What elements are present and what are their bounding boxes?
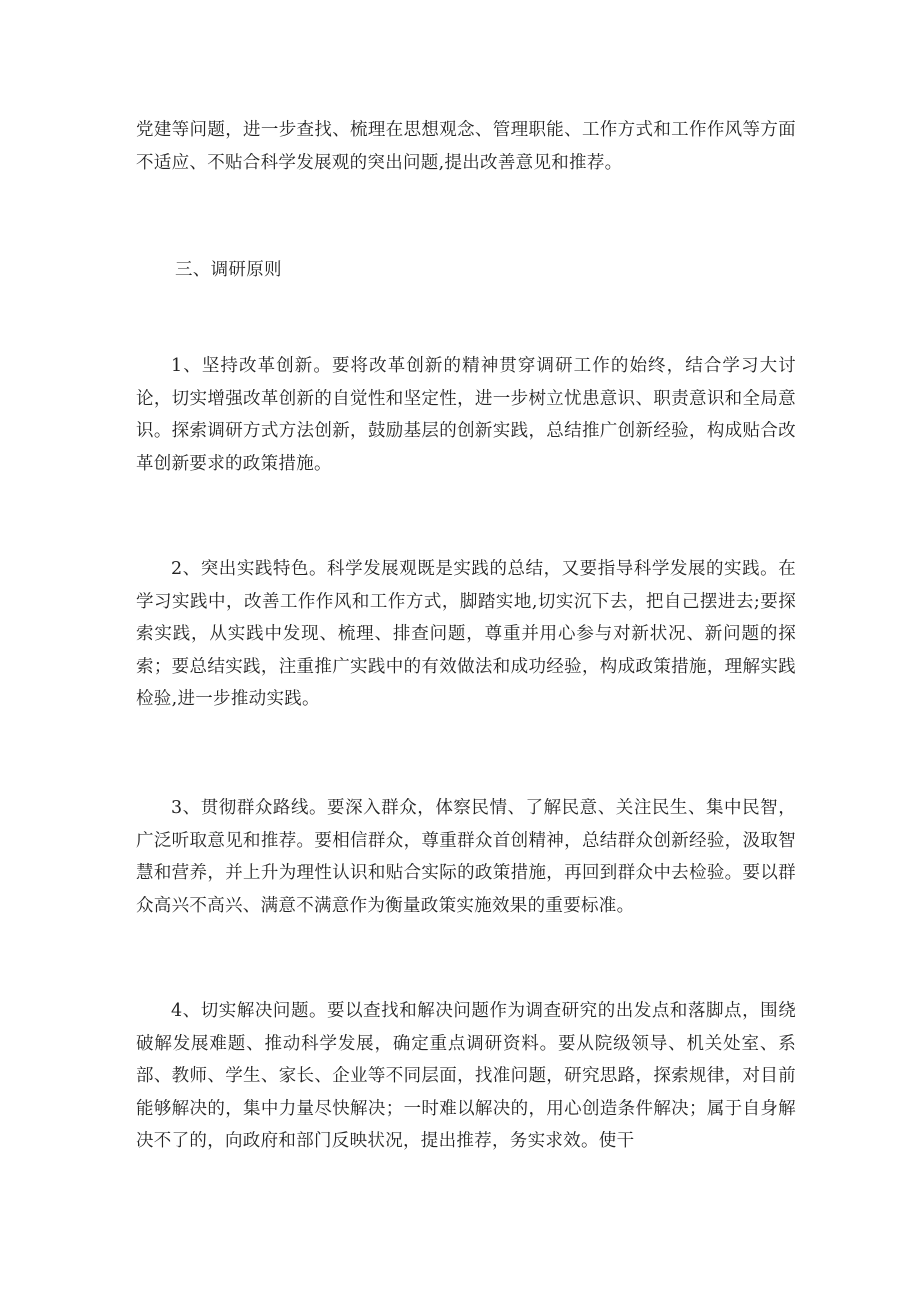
section-heading: 三、调研原则 — [175, 260, 282, 280]
principle-paragraph-1: 1、坚持改革创新。要将改革创新的精神贯穿调研工作的始终，结合学习大讨论，切实增强改革创新的自觉性和坚定性，进一步树立忧患意识、职责意识和全局意识。探索调研方式方法创新，鼓励基层的创新实践，总结推广创新经验，构成贴合改革创新要求的政策措施。 — [136, 356, 796, 474]
principle-paragraph-4: 4、切实解决问题。要以查找和解决问题作为调查研究的出发点和落脚点，围绕破解发展难题、推动科学发展，确定重点调研资料。要从院级领导、机关处室、系部、教师、学生、家长、企业等不同层面，找准问题，研究思路，探索规律，对目前能够解决的，集中力量尽快解决；一时难以解决的，用心创造条件解决；属于自身解决不了的，向政府和部门反映状况，提出推荐，务实求效。使干 — [136, 1001, 796, 1151]
principle-paragraph-3: 3、贯彻群众路线。要深入群众，体察民情、了解民意、关注民生、集中民智，广泛听取意见和推荐。要相信群众，尊重群众首创精神，总结群众创新经验，汲取智慧和营养，并上升为理性认识和贴合实际的政策措施，再回到群众中去检验。要以群众高兴不高兴、满意不满意作为衡量政策实施效果的重要标准。 — [136, 798, 796, 916]
intro-continuation-paragraph: 党建等问题，进一步查找、梳理在思想观念、管理职能、工作方式和工作作风等方面不适应、不贴合科学发展观的突出问题,提出改善意见和推荐。 — [136, 120, 796, 173]
principle-paragraph-2: 2、突出实践特色。科学发展观既是实践的总结，又要指导科学发展的实践。在学习实践中，改善工作作风和工作方式，脚踏实地,切实沉下去，把自己摆进去;要探索实践，从实践中发现、梳理、排查问题，尊重并用心参与对新状况、新问题的探索；要总结实践，注重推广实践中的有效做法和成功经验，构成政策措施，理解实践检验,进一步推动实践。 — [136, 559, 796, 709]
